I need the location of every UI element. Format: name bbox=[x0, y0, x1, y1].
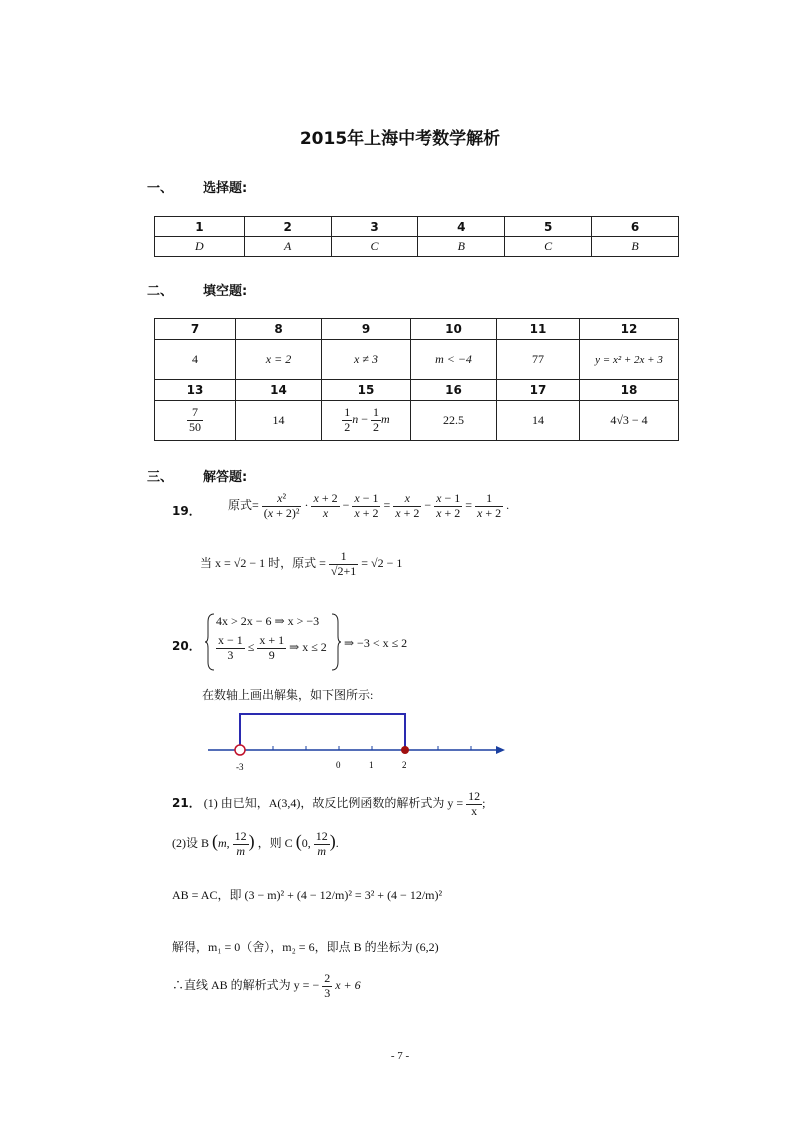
table-header-cell: 12 bbox=[580, 319, 679, 340]
table-answer-cell: 77 bbox=[497, 340, 580, 380]
table-header-cell: 8 bbox=[236, 319, 322, 340]
vector-m: m bbox=[381, 412, 390, 427]
vector-n: n bbox=[352, 412, 359, 427]
question-21-line5 bbox=[172, 972, 361, 1001]
table-header-cell: 11 bbox=[497, 319, 580, 340]
open-endpoint bbox=[235, 745, 245, 755]
table-answer-cell: y = x² + 2x + 3 bbox=[580, 340, 679, 380]
question-19-number: 19． bbox=[172, 504, 201, 518]
table-answer-cell: C bbox=[331, 237, 418, 257]
table-header-cell: 2 bbox=[244, 217, 331, 237]
section-number: 二、 bbox=[147, 284, 174, 299]
section-label: 选择题: bbox=[203, 181, 248, 196]
expr-prefix: 原式= bbox=[228, 498, 259, 513]
fraction-numerator: 1 bbox=[344, 405, 351, 420]
right-brace bbox=[330, 612, 342, 672]
table-header-cell: 17 bbox=[497, 380, 580, 401]
fraction-denominator: x bbox=[471, 803, 478, 818]
table-header-cell: 6 bbox=[592, 217, 679, 237]
table-answer-cell: 22.5 bbox=[411, 401, 497, 441]
substitution-result: = √2 − 1 bbox=[361, 556, 403, 571]
table-header-cell: 3 bbox=[331, 217, 418, 237]
line-text: ，则 C bbox=[257, 836, 293, 851]
axis-label: 2 bbox=[402, 760, 407, 770]
fill-answer-table bbox=[154, 318, 679, 441]
section-choice-heading bbox=[147, 177, 247, 196]
fraction-numerator: 7 bbox=[187, 406, 203, 421]
fraction-denominator: 3 bbox=[227, 647, 234, 662]
question-20-result: ⇒ −3 < x ≤ 2 bbox=[344, 636, 408, 650]
table-answer-cell: x ≠ 3 bbox=[322, 340, 411, 380]
table-header-cell: 7 bbox=[155, 319, 236, 340]
fraction-denominator: 9 bbox=[268, 647, 275, 662]
left-brace bbox=[204, 612, 216, 672]
table-header-cell: 13 bbox=[155, 380, 236, 401]
substitution-text: 当 x = √2 − 1 时，原式 = bbox=[200, 556, 326, 571]
table-answer-cell: 14 bbox=[236, 401, 322, 441]
page-title: 2015年上海中考数学解析 bbox=[299, 129, 501, 149]
closed-endpoint bbox=[401, 746, 409, 754]
fraction-denominator: √2+1 bbox=[330, 563, 357, 578]
section-number: 三、 bbox=[147, 470, 174, 485]
table-answer-cell: 4 bbox=[155, 340, 236, 380]
table-answer-cell: $\frac{1}{2}$ n − $\frac{1}{2}$ m bbox=[322, 401, 411, 441]
question-20-number: 20． bbox=[172, 639, 201, 653]
question-20-line1: 4x > 2x − 6 ⇒ x > −3 bbox=[216, 614, 320, 628]
fraction-denominator: 3 bbox=[324, 985, 331, 1000]
inequality-tail: ⇒ x ≤ 2 bbox=[289, 640, 327, 655]
table-header-cell: 4 bbox=[418, 217, 505, 237]
line-tail: x + 6 bbox=[335, 978, 361, 993]
table-answer-cell: x = 2 bbox=[236, 340, 322, 380]
section-label: 填空题: bbox=[203, 284, 248, 299]
section-fill-heading bbox=[147, 280, 247, 299]
section-solve-heading bbox=[147, 466, 247, 485]
fraction-numerator: 2 bbox=[324, 971, 331, 985]
fraction-denominator: 2 bbox=[344, 420, 351, 434]
table-answer-cell: D bbox=[155, 237, 245, 257]
axis-arrow bbox=[496, 746, 505, 754]
question-21-line3: AB = AC，即 (3 − m)² + (4 − 12/m)² = 3² + (4 − 12/m)² bbox=[172, 888, 443, 902]
table-header-cell: 15 bbox=[322, 380, 411, 401]
table-answer-cell bbox=[155, 401, 236, 441]
choice-answer-table bbox=[154, 216, 679, 257]
table-answer-cell: A bbox=[244, 237, 331, 257]
question-19-expression: 原式= $\frac{\text{x²}}{\text{(x + 2)²}}$ · $\frac{x + 2}{x}$ − $\frac{x - 1}{x + 2}$ = $\frac{x}{x + 2}$ − $\frac{x - 1}{x + 2}$ = $\frac{1}{x + 2}$ . bbox=[228, 491, 510, 520]
line-text: ∴直线 AB 的解析式为 y = − bbox=[172, 978, 320, 993]
question-21-line2: (2)设 B (m, $\frac{12}{m}$ ) ，则 C (0, $\frac{12}{m}$ ). bbox=[172, 829, 339, 858]
question-21-line1: 21． (1) 由已知，A(3,4)，故反比例函数的解析式为 y = $\frac{12}{x}$ ; bbox=[172, 789, 486, 818]
fraction-denominator: 2 bbox=[373, 420, 380, 434]
axis-label: 1 bbox=[369, 760, 374, 770]
table-header-cell: 1 bbox=[155, 217, 245, 237]
line-text: (2)设 B bbox=[172, 836, 209, 851]
table-header-cell: 18 bbox=[580, 380, 679, 401]
line-text: (1) 由已知，A(3,4)，故反比例函数的解析式为 y = bbox=[203, 796, 464, 811]
solution-bracket bbox=[240, 714, 405, 750]
fraction-7-50 bbox=[187, 406, 203, 435]
section-label: 解答题: bbox=[203, 470, 248, 485]
table-header-cell: 10 bbox=[411, 319, 497, 340]
fraction-numerator: x + 1 bbox=[259, 633, 285, 647]
table-answer-cell: B bbox=[592, 237, 679, 257]
table-header-cell: 14 bbox=[236, 380, 322, 401]
table-answer-cell: m < −4 bbox=[411, 340, 497, 380]
question-20-line2: $\frac{x - 1}{3}$ ≤ $\frac{x + 1}{9}$ ⇒ x ≤ 2 bbox=[218, 633, 327, 662]
table-answer-cell: B bbox=[418, 237, 505, 257]
axis-label: -3 bbox=[236, 762, 244, 772]
fraction-numerator: 1 bbox=[329, 550, 358, 565]
fraction-numerator: x − 1 bbox=[218, 633, 243, 647]
section-number: 一、 bbox=[147, 181, 174, 196]
table-header-cell: 16 bbox=[411, 380, 497, 401]
table-answer-cell: 4√3 − 4 bbox=[580, 401, 679, 441]
axis-label: 0 bbox=[336, 760, 341, 770]
fraction-numerator: 12 bbox=[468, 789, 481, 803]
fraction-denominator: 50 bbox=[189, 420, 201, 434]
table-header-cell: 5 bbox=[505, 217, 592, 237]
table-answer-cell: C bbox=[505, 237, 592, 257]
fraction-numerator: 1 bbox=[373, 405, 380, 420]
question-20-caption: 在数轴上画出解集，如下图所示: bbox=[202, 688, 374, 702]
question-21-number: 21． bbox=[172, 796, 201, 811]
table-answer-cell: 14 bbox=[497, 401, 580, 441]
question-21-line4: 解得，m₁ = 0（舍），m₂ = 6，即点 B 的坐标为 (6,2) bbox=[172, 940, 439, 954]
number-line bbox=[200, 708, 520, 778]
question-19-substitution bbox=[200, 550, 402, 579]
table-header-cell: 9 bbox=[322, 319, 411, 340]
page-number: - 7 - bbox=[390, 1050, 410, 1062]
